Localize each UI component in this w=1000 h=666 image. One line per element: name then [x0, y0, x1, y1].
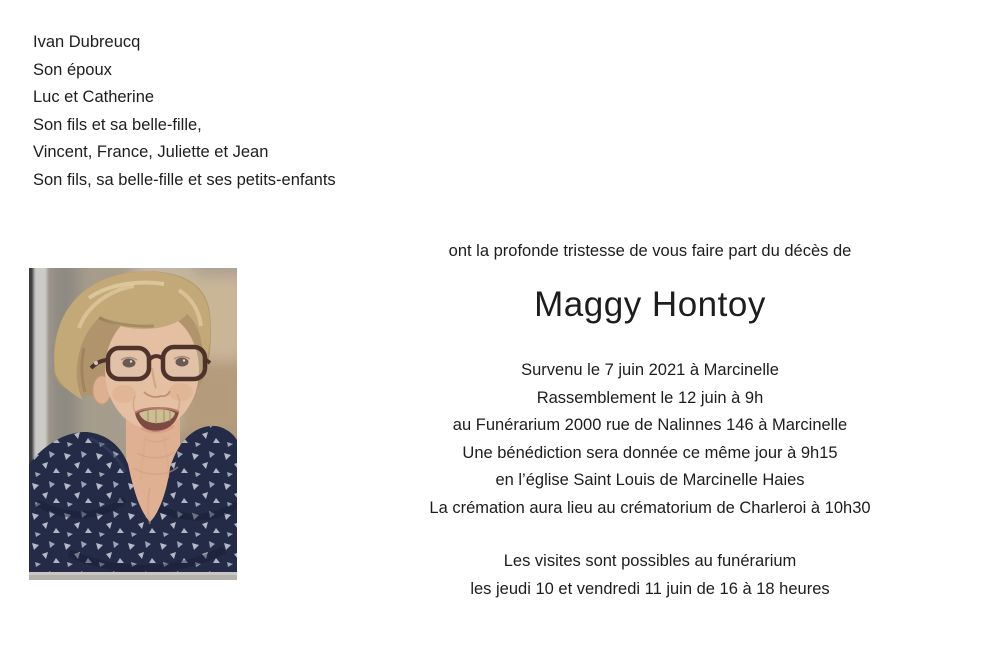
family-names-block [33, 29, 336, 194]
visiting-hours-block [300, 548, 1000, 603]
family-line: Son fils et sa belle-fille, [33, 115, 202, 134]
deceased-name: Maggy Hontoy [534, 285, 766, 324]
family-line: Ivan Dubreucq [33, 33, 141, 51]
ceremony-details-block [300, 357, 1000, 522]
family-line: Luc et Catherine [33, 88, 155, 106]
portrait-illustration [29, 268, 237, 580]
ceremony-line: Rassemblement le 12 juin à 9h [536, 388, 764, 407]
family-line: Son époux [33, 60, 112, 79]
family-line: Vincent, France, Juliette et Jean [33, 143, 269, 161]
ceremony-line: Survenu le 7 juin 2021 à Marcinelle [521, 361, 779, 379]
ceremony-line: Une bénédiction sera donnée ce même jour à 9h15 [462, 443, 838, 462]
visit-line: les jeudi 10 et vendredi 11 juin de 16 à 18 heures [470, 579, 830, 598]
ceremony-line: au Funérarium 2000 rue de Nalinnes 146 à Marcinelle [452, 416, 848, 434]
deceased-photo [29, 268, 237, 580]
ceremony-line: La crémation aura lieu au crématorium de Charleroi à 10h30 [429, 498, 871, 517]
announcement-intro: ont la profonde tristesse de vous faire part du décès de [448, 242, 852, 260]
visit-line: Les visites sont possibles au funérarium [503, 552, 797, 570]
family-line: Son fils, sa belle-fille et ses petits-enfants [33, 170, 336, 189]
ceremony-line: en l’église Saint Louis de Marcinelle Haies [495, 471, 805, 489]
smiling-mouth [135, 408, 179, 432]
